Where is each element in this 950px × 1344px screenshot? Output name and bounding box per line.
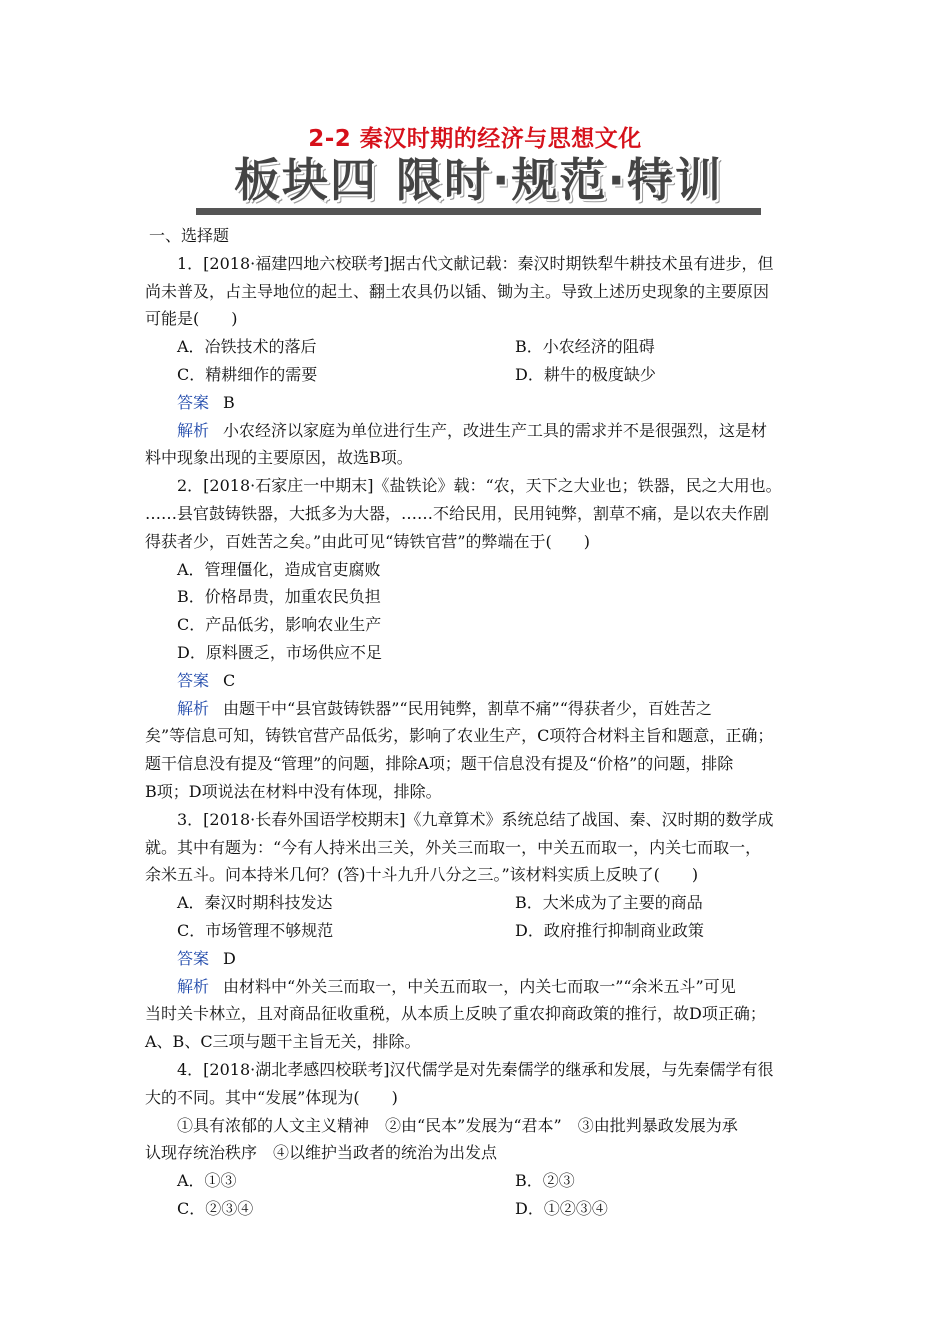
option-b: B．②③ <box>515 1171 575 1191</box>
options-row <box>145 333 810 361</box>
document-body <box>145 222 810 1223</box>
option-c: C．市场管理不够规范 <box>177 920 334 940</box>
question-stem-line: ……县官鼓铸铁器，大抵多为大器，……不给民用，民用钝弊，割草不痛，是以农夫作剧 <box>145 503 770 523</box>
analysis-line <box>145 695 810 723</box>
options-row <box>145 1167 810 1195</box>
answer-value: C <box>223 670 236 690</box>
analysis-label: 解析 <box>177 976 210 996</box>
answer-label: 答案 <box>177 392 210 412</box>
option-a: A．秦汉时期科技发达 <box>177 893 333 913</box>
analysis-line <box>145 973 810 1001</box>
banner-underline <box>196 208 761 215</box>
answer-label: 答案 <box>177 948 210 968</box>
answer-line <box>145 389 810 417</box>
question-stem-line: 3．[2018·长春外国语学校期末]《九章算术》系统总结了战国、秦、汉时期的数学成 <box>177 809 774 829</box>
option-c: C．精耕细作的需要 <box>177 364 318 384</box>
options-row <box>145 1195 810 1223</box>
question-stem-line: 认现存统治秩序 ④以维护当政者的统治为出发点 <box>145 1143 498 1163</box>
analysis-text: 由材料中“外关三而取一，中关五而取一，内关七而取一”“余米五斗”可见 <box>223 976 736 996</box>
analysis-text: 小农经济以家庭为单位进行生产，改进生产工具的需求并不是很强烈，这是材 <box>223 420 768 440</box>
section-banner <box>196 150 761 216</box>
analysis-line: B项；D项说法在材料中没有体现，排除。 <box>145 781 442 801</box>
section-heading: 一、选择题 <box>149 226 230 245</box>
option-c: C．②③④ <box>177 1198 254 1218</box>
answer-line <box>145 667 810 695</box>
option-d: D．①②③④ <box>515 1198 608 1218</box>
question-stem-line: 余米五斗。问本持米几何？(答)十斗九升八分之三。”该材料实质上反映了( ) <box>145 865 699 885</box>
answer-value: B <box>223 392 235 412</box>
question-4 <box>145 1056 810 1223</box>
analysis-line: 料中现象出现的主要原因，故选B项。 <box>145 448 413 468</box>
analysis-line: A、B、C三项与题干主旨无关，排除。 <box>145 1032 421 1052</box>
analysis-label: 解析 <box>177 698 210 718</box>
option-d: D．原料匮乏，市场供应不足 <box>177 642 382 662</box>
question-stem-line: 可能是( ) <box>145 309 238 329</box>
question-stem-line: ①具有浓郁的人文主义精神 ②由“民本”发展为“君本” ③由批判暴政发展为承 <box>177 1115 738 1135</box>
answer-line <box>145 945 810 973</box>
analysis-line: 当时关卡林立，且对商品征收重税，从本质上反映了重农抑商政策的推行，故D项正确； <box>145 1004 766 1024</box>
option-c: C．产品低劣，影响农业生产 <box>177 615 382 635</box>
option-d: D．政府推行抑制商业政策 <box>515 920 704 940</box>
options-row <box>145 361 810 389</box>
question-stem-line: 4．[2018·湖北孝感四校联考]汉代儒学是对先秦儒学的继承和发展，与先秦儒学有很 <box>177 1059 774 1079</box>
option-b: B．大米成为了主要的商品 <box>515 893 703 913</box>
question-3 <box>145 806 810 1056</box>
analysis-label: 解析 <box>177 420 210 440</box>
option-d: D．耕牛的极度缺少 <box>515 364 656 384</box>
option-a: A．①③ <box>177 1171 237 1191</box>
question-stem-line: 2．[2018·石家庄一中期末]《盐铁论》载：“农，天下之大业也；铁器，民之大用也。 <box>177 476 782 496</box>
option-a: A．冶铁技术的落后 <box>177 337 317 357</box>
answer-value: D <box>223 948 236 968</box>
banner-text: 板块四 限时·规范·特训 <box>234 153 723 207</box>
option-a: A．管理僵化，造成官吏腐败 <box>177 559 381 579</box>
options-row <box>145 889 810 917</box>
option-b: B．价格昂贵，加重农民负担 <box>177 587 381 607</box>
analysis-text: 由题干中“县官鼓铸铁器”“民用钝弊，割草不痛”“得获者少，百姓苦之 <box>223 698 712 718</box>
question-stem-line: 就。其中有题为：“今有人持米出三关，外关三而取一，中关五而取一，内关七而取一， <box>145 837 762 857</box>
question-stem-line: 大的不同。其中“发展”体现为( ) <box>145 1087 398 1107</box>
question-stem-line: 得获者少，百姓苦之矣。”由此可见“铸铁官营”的弊端在于( ) <box>145 531 591 551</box>
question-2 <box>145 472 810 806</box>
option-b: B．小农经济的阻碍 <box>515 337 655 357</box>
question-stem-line: 1．[2018·福建四地六校联考]据古代文献记载：秦汉时期铁犁牛耕技术虽有进步，但 <box>177 253 774 273</box>
answer-label: 答案 <box>177 670 210 690</box>
question-stem-line: 尚未普及，占主导地位的起土、翻土农具仍以锸、锄为主。导致上述历史现象的主要原因 <box>145 281 770 301</box>
question-1 <box>145 250 810 472</box>
analysis-line: 矣”等信息可知，铸铁官营产品低劣，影响了农业生产，C项符合材料主旨和题意，正确； <box>145 726 774 746</box>
analysis-line: 题干信息没有提及“管理”的问题，排除A项；题干信息没有提及“价格”的问题，排除 <box>145 754 734 774</box>
options-row <box>145 917 810 945</box>
page-title: 2-2 秦汉时期的经济与思想文化 <box>308 126 642 152</box>
analysis-line <box>145 417 810 445</box>
